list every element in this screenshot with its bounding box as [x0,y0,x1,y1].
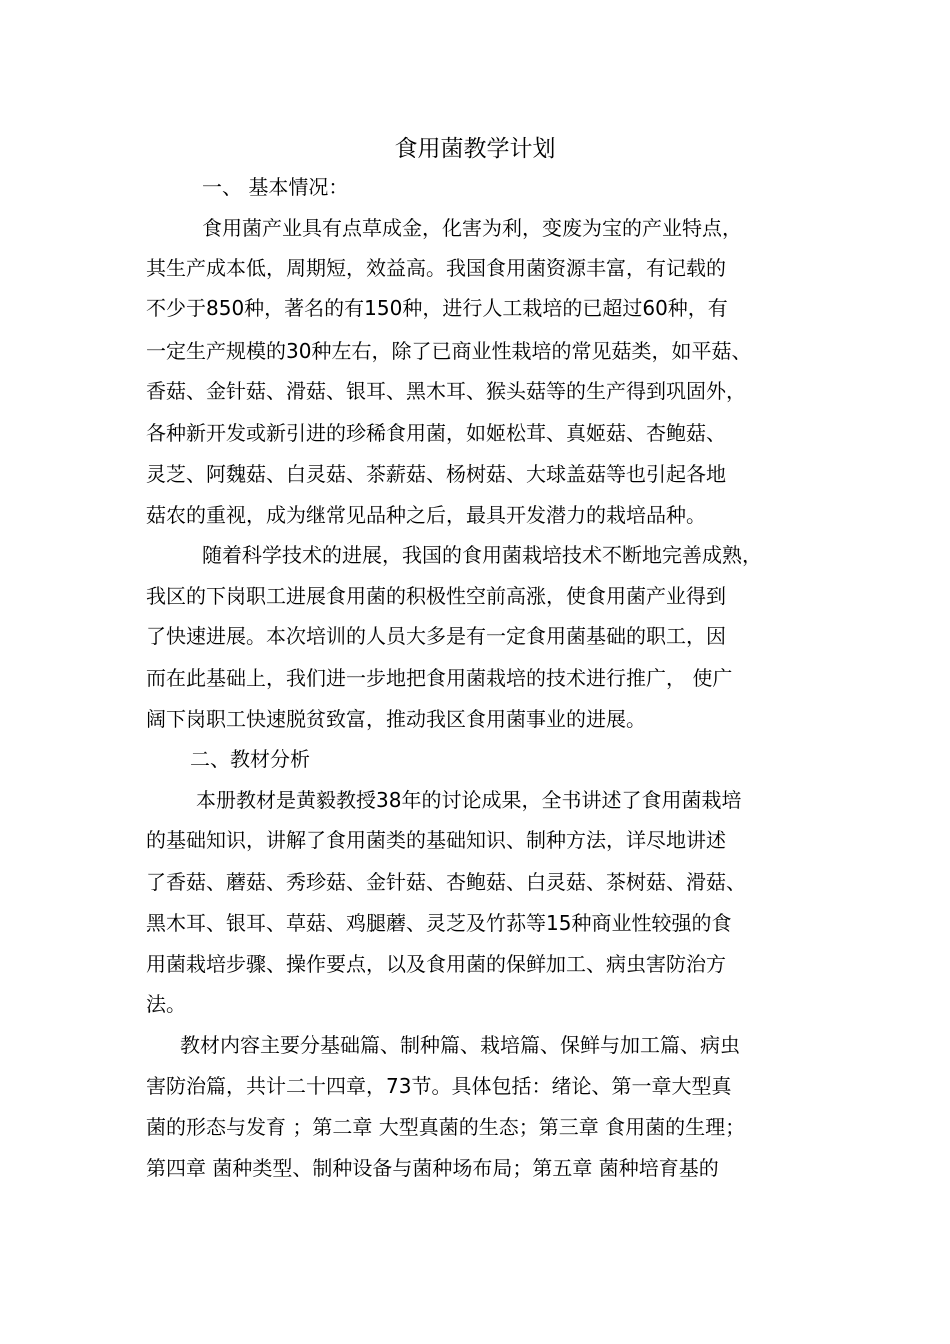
paragraph-line: 香菇、金针菇、滑菇、银耳、黑木耳、猴头菇等的生产得到巩固外， [146,379,746,403]
section-2-heading: 二、教材分析 [190,747,310,771]
paragraph-line: 害防治篇，共计二十四章，73节。具体包括：绪论、第一章大型真 [146,1074,732,1098]
paragraph-line: 阔下岗职工快速脱贫致富，推动我区食用菌事业的进展。 [146,707,646,731]
paragraph-line: 用菌栽培步骤、操作要点，以及食用菌的保鲜加工、病虫害防治方 [146,952,726,976]
paragraph-line: 食用菌产业具有点草成金，化害为利，变废为宝的产业特点， [202,216,742,240]
paragraph-line: 菇农的重视，成为继常见品种之后，最具开发潜力的栽培品种。 [146,503,706,527]
paragraph-line: 的基础知识，讲解了食用菌类的基础知识、制种方法，详尽地讲述 [146,828,726,852]
paragraph-line: 其生产成本低，周期短，效益高。我国食用菌资源丰富，有记载的 [146,256,726,280]
document-title: 食用菌教学计划 [394,136,556,162]
paragraph-line: 黑木耳、银耳、草菇、鸡腿蘑、灵芝及竹荪等15种商业性较强的食 [146,911,732,935]
paragraph-line: 而在此基础上，我们进一步地把食用菌栽培的技术进行推广， 使广 [146,666,733,690]
paragraph-line: 不少于850种，著名的有150种，进行人工栽培的已超过60种，有 [146,296,728,320]
paragraph-line: 第四章 菌种类型、制种设备与菌种场布局；第五章 菌种培育基的 [146,1156,719,1180]
paragraph-line: 本册教材是黄毅教授38年的讨论成果，全书讲述了食用菌栽培 [196,788,742,812]
paragraph-line: 各种新开发或新引进的珍稀食用菌，如姬松茸、真姬菇、杏鲍菇、 [146,421,726,445]
paragraph-line: 灵芝、阿魏菇、白灵菇、茶薪菇、杨树菇、大球盖菇等也引起各地 [146,462,726,486]
paragraph-line: 法。 [146,992,186,1016]
paragraph-line: 了快速进展。本次培训的人员大多是有一定食用菌基础的职工，因 [146,624,726,648]
paragraph-line: 教材内容主要分基础篇、制种篇、栽培篇、保鲜与加工篇、病虫 [180,1033,740,1057]
section-1-heading: 一、 基本情况： [202,175,349,199]
paragraph-line: 菌的形态与发育 ；第二章 大型真菌的生态；第三章 食用菌的生理； [146,1115,746,1139]
paragraph-line: 随着科学技术的进展，我国的食用菌栽培技术不断地完善成熟， [202,543,762,567]
paragraph-line: 一定生产规模的30种左右，除了已商业性栽培的常见菇类，如平菇、 [146,339,752,363]
paragraph-line: 了香菇、蘑菇、秀珍菇、金针菇、杏鲍菇、白灵菇、茶树菇、滑菇、 [146,870,746,894]
paragraph-line: 我区的下岗职工进展食用菌的积极性空前高涨，使食用菌产业得到 [146,584,726,608]
